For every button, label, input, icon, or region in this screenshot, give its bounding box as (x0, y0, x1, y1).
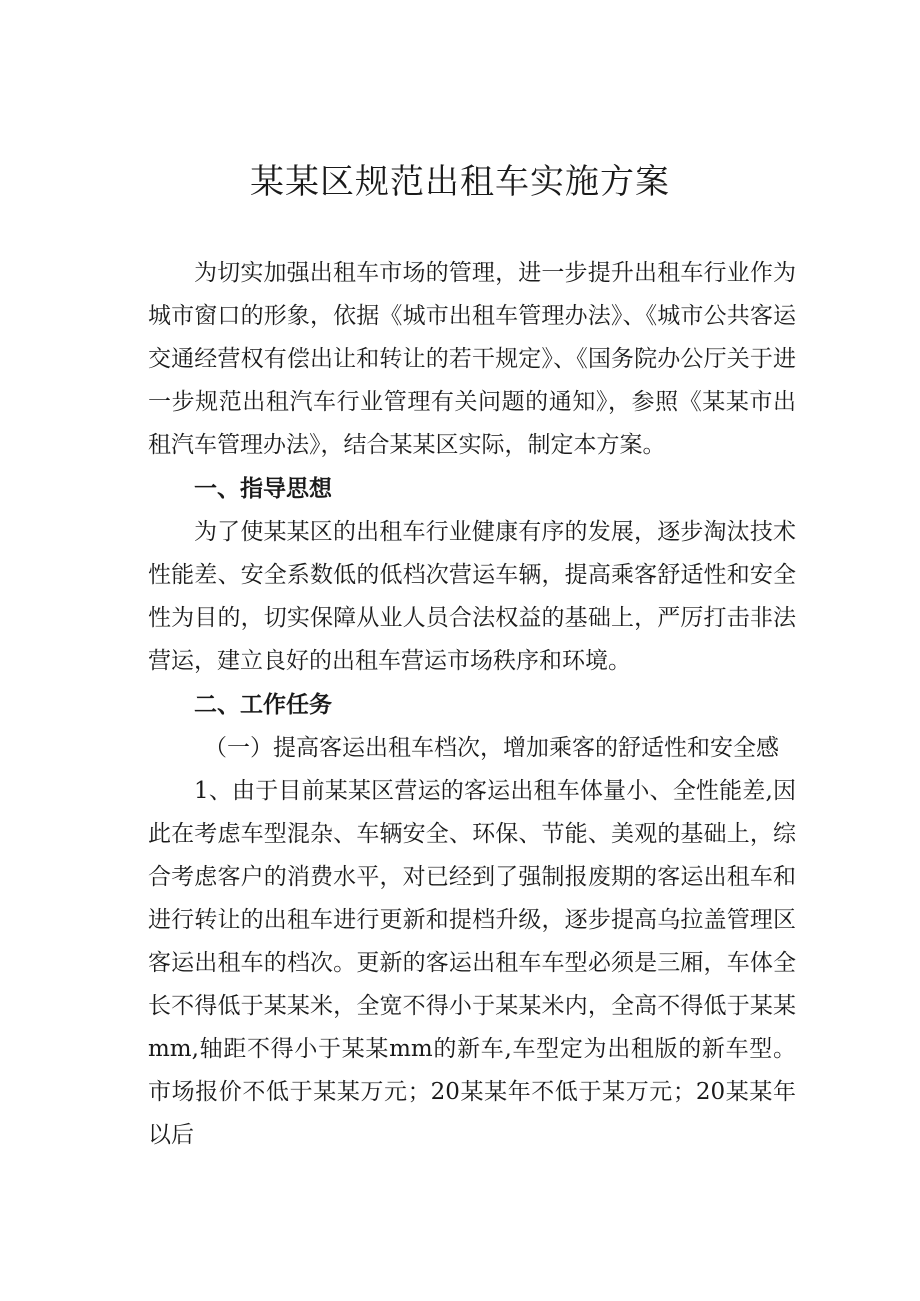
subsection-heading-upgrade-taxis: （一）提高客运出租车档次，增加乘客的舒适性和安全感 (204, 735, 779, 761)
section-heading-guiding-ideology: 一、指导思想 (194, 476, 332, 502)
item-1-paragraph: 1、由于目前某某区营运的客运出租车体量小、全性能差,因此在考虑车型混杂、车辆安全、环保、节能、美观的基础上，综合考虑客户的消费水平，对已经到了强制报废期的客运出租车和进行转让的出租车进行更新和提档升级，逐步提高乌拉盖管理区客运出租车的档次。更新的客运出租车车型必须是三厢，车体全长不得低于某某米，全宽不得小于某某米内，全高不得低于某某mm,轴距不得小于某某mm的新车,车型定为出租版的新车型。市场报价不低于某某万元；20某某年不低于某万元；20某某年以后 (148, 778, 796, 1148)
document-title: 某某区规范出租车实施方案 (250, 162, 670, 202)
document-body (148, 252, 796, 1157)
section-heading-work-tasks: 二、工作任务 (194, 692, 332, 718)
guiding-ideology-paragraph: 为了使某某区的出租车行业健康有序的发展，逐步淘汰技术性能差、安全系数低的低档次营运车辆，提高乘客舒适性和安全性为目的，切实保障从业人员合法权益的基础上，严厉打击非法营运，建立良好的出租车营运市场秩序和环境。 (148, 519, 796, 674)
intro-paragraph: 为切实加强出租车市场的管理，进一步提升出租车行业作为城市窗口的形象，依据《城市出租车管理办法》、《城市公共客运交通经营权有偿出让和转让的若干规定》、《国务院办公厅关于进一步规范出租汽车行业管理有关问题的通知》，参照《某某市出租汽车管理办法》，结合某某区实际，制定本方案。 (148, 260, 796, 458)
